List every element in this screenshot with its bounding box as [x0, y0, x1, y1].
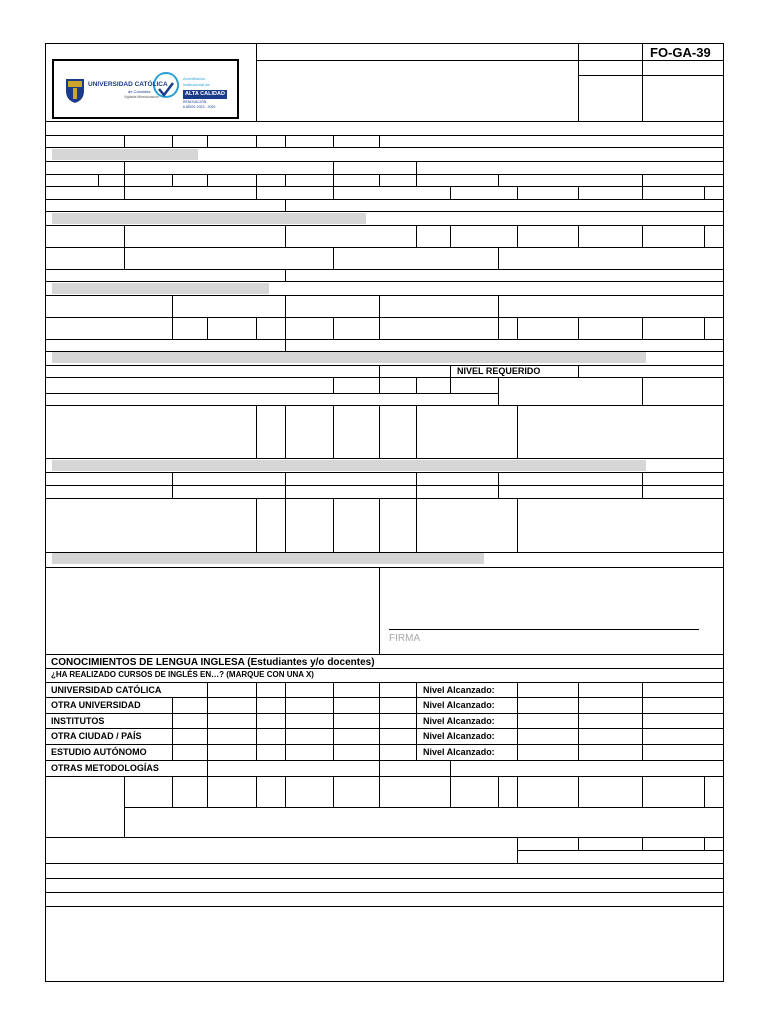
rule-line [45, 567, 724, 568]
level-label-universidad-catolica: Nivel Alcanzado: [423, 685, 495, 695]
rule-line [389, 629, 699, 630]
rule-line [517, 850, 724, 851]
rule-line [45, 713, 724, 714]
rule-line [45, 668, 724, 669]
institution-tagline: Vigilada Mineducación [124, 95, 159, 99]
row-label-universidad-catolica: UNIVERSIDAD CATÓLICA [51, 685, 162, 695]
rule-line [285, 498, 286, 552]
rule-line [450, 365, 451, 377]
rule-line [450, 776, 451, 807]
rule-line [45, 837, 724, 838]
rule-line [379, 760, 380, 776]
rule-line [333, 174, 334, 186]
rule-line [207, 174, 208, 186]
institution-sub: de Colombia [128, 89, 151, 94]
rule-line [285, 682, 286, 760]
rule-line [256, 498, 257, 552]
rule-line [416, 405, 417, 458]
rule-line [124, 247, 125, 269]
rule-line [207, 135, 208, 147]
rule-line [498, 472, 499, 498]
rule-line [45, 498, 724, 499]
rule-line [578, 43, 579, 121]
rule-line [379, 405, 380, 458]
institution-logo [52, 59, 239, 119]
rule-line [416, 472, 417, 498]
rule-line [172, 174, 173, 186]
rule-line [45, 317, 724, 318]
rule-line [416, 161, 417, 174]
rule-line [578, 317, 579, 339]
institution-name: UNIVERSIDAD CATÓLICA [88, 81, 168, 88]
rule-line [256, 174, 257, 186]
rule-line [517, 225, 518, 247]
rule-line [517, 186, 518, 199]
rule-line [256, 317, 257, 339]
accreditation-line1: Acreditación [183, 76, 206, 81]
rule-line [333, 247, 334, 269]
rule-line [45, 211, 724, 212]
rule-line [45, 186, 724, 187]
rule-line [98, 174, 99, 186]
rule-line [517, 405, 518, 458]
rule-line [124, 135, 125, 147]
section-header-band [52, 460, 646, 471]
rule-line [578, 776, 579, 807]
rule-line [578, 837, 579, 850]
rule-line [124, 807, 125, 837]
rule-line [45, 405, 724, 406]
rule-line [285, 135, 286, 147]
rule-line [45, 225, 724, 226]
rule-line [45, 121, 724, 122]
rule-line [172, 472, 173, 498]
rule-line [379, 567, 380, 654]
rule-line [379, 317, 380, 339]
accreditation-note2: 6 AÑOS 2023 - 2029 [183, 105, 216, 109]
rule-line [379, 174, 380, 186]
rule-line [45, 458, 724, 459]
rule-line [256, 682, 257, 760]
rule-line [517, 682, 518, 760]
english-section-title: CONOCIMIENTOS DE LENGUA INGLESA (Estudiantes y/o docentes) [51, 657, 375, 668]
rule-line [124, 776, 125, 807]
rule-line [172, 135, 173, 147]
rule-line [333, 405, 334, 458]
section-header-band [52, 213, 366, 224]
rule-line [45, 377, 724, 378]
rule-line [642, 317, 643, 339]
rule-line [498, 174, 499, 186]
rule-line [124, 186, 125, 199]
rule-line [285, 174, 286, 186]
rule-line [379, 776, 380, 807]
rule-line [45, 892, 724, 893]
rule-line [45, 485, 724, 486]
rule-line [45, 199, 724, 200]
rule-line [379, 498, 380, 552]
rule-line [124, 225, 125, 247]
rule-line [207, 760, 208, 776]
rule-line [124, 174, 125, 186]
form-page [45, 43, 724, 982]
rule-line [498, 776, 499, 807]
section-header-band [52, 149, 198, 160]
rule-line [256, 60, 724, 61]
rule-line [333, 776, 334, 807]
section-header-band [52, 352, 646, 363]
rule-line [45, 247, 724, 248]
rule-line [45, 697, 724, 698]
rule-line [285, 339, 286, 351]
rule-line [172, 776, 173, 807]
rule-line [45, 174, 724, 175]
rule-line [416, 225, 417, 247]
rule-line [642, 225, 643, 247]
rule-line [172, 697, 173, 760]
level-label-otra-ciudad-pais: Nivel Alcanzado: [423, 731, 495, 741]
rule-line [45, 281, 724, 282]
rule-line [285, 405, 286, 458]
row-label-otras-metodologias: OTRAS METODOLOGÍAS [51, 763, 159, 773]
row-label-otra-universidad: OTRA UNIVERSIDAD [51, 700, 141, 710]
rule-line [517, 776, 518, 807]
rule-line [578, 365, 579, 377]
form-code: FO-GA-39 [650, 45, 711, 60]
rule-line [207, 682, 208, 760]
rule-line [704, 225, 705, 247]
rule-line [172, 317, 173, 339]
rule-line [379, 135, 380, 147]
rule-line [450, 760, 451, 776]
rule-line [642, 682, 643, 760]
rule-line [704, 837, 705, 850]
rule-line [45, 295, 724, 296]
rule-line [704, 317, 705, 339]
rule-line [379, 682, 380, 760]
row-label-otra-ciudad-pais: OTRA CIUDAD / PAÍS [51, 731, 142, 741]
rule-line [578, 75, 724, 76]
rule-line [642, 837, 643, 850]
level-label-otra-universidad: Nivel Alcanzado: [423, 700, 495, 710]
rule-line [333, 161, 334, 174]
rule-line [45, 863, 724, 864]
rule-line [256, 186, 257, 199]
rule-line [207, 776, 208, 807]
rule-line [45, 135, 724, 136]
rule-line [578, 682, 579, 760]
accreditation-line2: Institucional de [183, 82, 210, 87]
rule-line [333, 377, 334, 393]
rule-line [256, 776, 257, 807]
rule-line [124, 161, 125, 174]
rule-line [379, 365, 380, 377]
rule-line [517, 498, 518, 552]
rule-line [45, 393, 498, 394]
rule-line [285, 317, 286, 339]
rule-line [45, 728, 724, 729]
rule-line [333, 317, 334, 339]
rule-line [285, 295, 286, 317]
rule-line [642, 377, 643, 405]
rule-line [498, 247, 499, 269]
rule-line [285, 225, 286, 247]
english-question: ¿HA REALIZADO CURSOS DE INGLÉS EN…? (MARQUE CON UNA X) [51, 670, 314, 679]
rule-line [450, 225, 451, 247]
rule-line [45, 339, 724, 340]
rule-line [642, 174, 643, 186]
rule-line [642, 472, 643, 498]
nivel-requerido-label: NIVEL REQUERIDO [457, 366, 541, 376]
rule-line [124, 807, 724, 808]
rule-line [333, 682, 334, 760]
rule-line [45, 269, 724, 270]
rule-line [416, 377, 417, 393]
rule-line [207, 317, 208, 339]
level-label-institutos: Nivel Alcanzado: [423, 716, 495, 726]
rule-line [642, 186, 643, 199]
section-header-band [52, 553, 484, 564]
accreditation-badge: ALTA CALIDAD [185, 91, 225, 97]
rule-line [285, 199, 286, 211]
rule-line [642, 43, 643, 121]
rule-line [450, 186, 451, 199]
rule-line [45, 776, 724, 777]
rule-line [45, 654, 724, 655]
rule-line [379, 377, 380, 393]
rule-line [498, 317, 499, 339]
rule-line [285, 472, 286, 498]
rule-line [256, 135, 257, 147]
rule-line [578, 186, 579, 199]
rule-line [704, 186, 705, 199]
rule-line [45, 472, 724, 473]
rule-line [333, 186, 334, 199]
rule-line [45, 365, 724, 366]
row-label-institutos: INSTITUTOS [51, 716, 105, 726]
rule-line [704, 776, 705, 807]
rule-line [333, 498, 334, 552]
rule-line [45, 878, 724, 879]
rule-line [45, 906, 724, 907]
rule-line [498, 377, 499, 405]
row-label-estudio-autonomo: ESTUDIO AUTÓNOMO [51, 747, 147, 757]
rule-line [256, 405, 257, 458]
rule-line [45, 682, 724, 683]
rule-line [416, 174, 417, 186]
signature-label: FIRMA [389, 633, 421, 644]
rule-line [45, 147, 724, 148]
rule-line [256, 43, 257, 121]
rule-line [285, 776, 286, 807]
rule-line [45, 760, 724, 761]
rule-line [285, 269, 286, 281]
rule-line [45, 161, 724, 162]
rule-line [45, 744, 724, 745]
rule-line [642, 776, 643, 807]
rule-line [517, 317, 518, 339]
level-label-estudio-autonomo: Nivel Alcanzado: [423, 747, 495, 757]
rule-line [379, 295, 380, 317]
section-header-band [52, 283, 269, 294]
rule-line [578, 225, 579, 247]
accreditation-note1: RENOVACIÓN [183, 100, 207, 104]
rule-line [416, 682, 417, 760]
rule-line [172, 295, 173, 317]
rule-line [333, 135, 334, 147]
rule-line [450, 377, 451, 393]
rule-line [416, 498, 417, 552]
rule-line [498, 295, 499, 317]
